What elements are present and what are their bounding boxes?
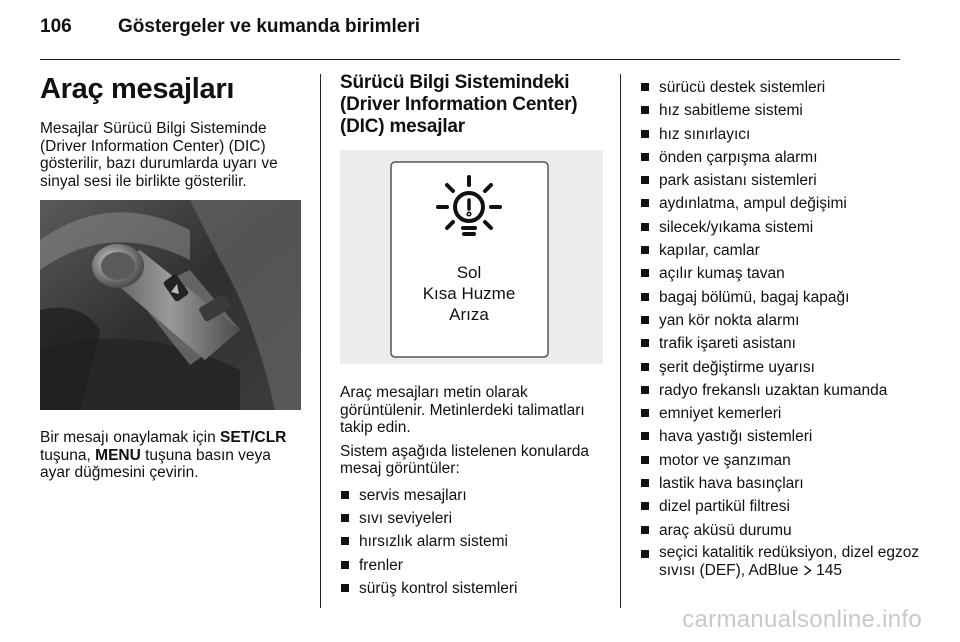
list-item: servis mesajları — [340, 484, 608, 507]
list-item: önden çarpışma alarmı — [640, 146, 920, 169]
list-item: araç aküsü durumu — [640, 519, 920, 542]
dic-line-3: Arıza — [449, 305, 489, 324]
list-item: silecek/yıkama sistemi — [640, 216, 920, 239]
column-divider-2 — [620, 74, 621, 608]
list-item: motor ve şanzıman — [640, 449, 920, 472]
confirm-paragraph: Bir mesajı onaylamak için SET/CLR tuşuna, MENU tuşuna basın veya ayar düğmesini çevirin. — [40, 429, 287, 481]
page-ref-number[interactable]: 145 — [816, 561, 843, 579]
dic-heading: Sürücü Bilgi Sistemindeki (Driver Information Center) (DIC) mesajlar — [340, 72, 578, 137]
list-item: kapılar, camlar — [640, 239, 920, 262]
list-item: sıvı seviyeleri — [340, 507, 608, 530]
topic-list-part-1 — [340, 484, 608, 601]
stalk-photo — [40, 200, 301, 410]
dic-paragraph-2: Sistem aşağıda listelenen konularda mesaj görüntüler: — [340, 442, 590, 477]
list-item: trafik işareti asistanı — [640, 332, 920, 355]
intro-paragraph: Mesajlar Sürücü Bilgi Sisteminde (Driver Information Center) (DIC) gösterilir, bazı durumlarda uyarı ve sinyal sesi ile birlikte gösterilir. — [40, 120, 278, 190]
column-left — [40, 72, 305, 488]
dic-line-1: Sol — [456, 263, 482, 282]
list-item: sürüş kontrol sistemleri — [340, 577, 608, 600]
list-item: lastik hava basınçları — [640, 472, 920, 495]
section-heading: Araç mesajları — [40, 73, 235, 105]
list-item: hız sabitleme sistemi — [640, 99, 920, 122]
column-right — [640, 76, 920, 580]
column-middle — [340, 72, 608, 601]
list-item: bagaj bölümü, bagaj kapağı — [640, 286, 920, 309]
header-rule — [40, 59, 900, 60]
list-item: hırsızlık alarm sistemi — [340, 530, 608, 553]
dic-paragraph-1: Araç mesajları metin olarak görüntülenir. Metinlerdeki talimatları takip edin. — [340, 384, 585, 436]
list-item: dizel partikül filtresi — [640, 495, 920, 518]
list-item: açılır kumaş tavan — [640, 262, 920, 285]
list-item: yan kör nokta alarmı — [640, 309, 920, 332]
page-ref-arrow-icon — [803, 565, 812, 576]
list-item: emniyet kemerleri — [640, 402, 920, 425]
page-number: 106 — [40, 16, 72, 37]
list-item: hız sınırlayıcı — [640, 123, 920, 146]
list-item: hava yastığı sistemleri — [640, 425, 920, 448]
setclr-key: SET/CLR — [220, 429, 287, 446]
dic-line-2: Kısa Huzme — [422, 284, 516, 303]
column-divider-1 — [320, 74, 321, 608]
list-item: seçici katalitik redüksiyon, dizel egzoz sıvısı (DEF), AdBlue 145 — [640, 542, 920, 580]
list-item: şerit değiştirme uyarısı — [640, 356, 920, 379]
running-header: Göstergeler ve kumanda birimleri — [118, 16, 421, 37]
menu-key: MENU — [95, 446, 141, 464]
list-item: aydınlatma, ampul değişimi — [640, 192, 920, 215]
list-item: radyo frekanslı uzaktan kumanda — [640, 379, 920, 402]
topic-list-part-2 — [640, 76, 920, 580]
list-item: sürücü destek sistemleri — [640, 76, 920, 99]
watermark: carmanualsonline.info — [682, 606, 922, 633]
dic-display-illustration — [340, 150, 603, 364]
list-item: frenler — [340, 554, 608, 577]
list-item: park asistanı sistemleri — [640, 169, 920, 192]
